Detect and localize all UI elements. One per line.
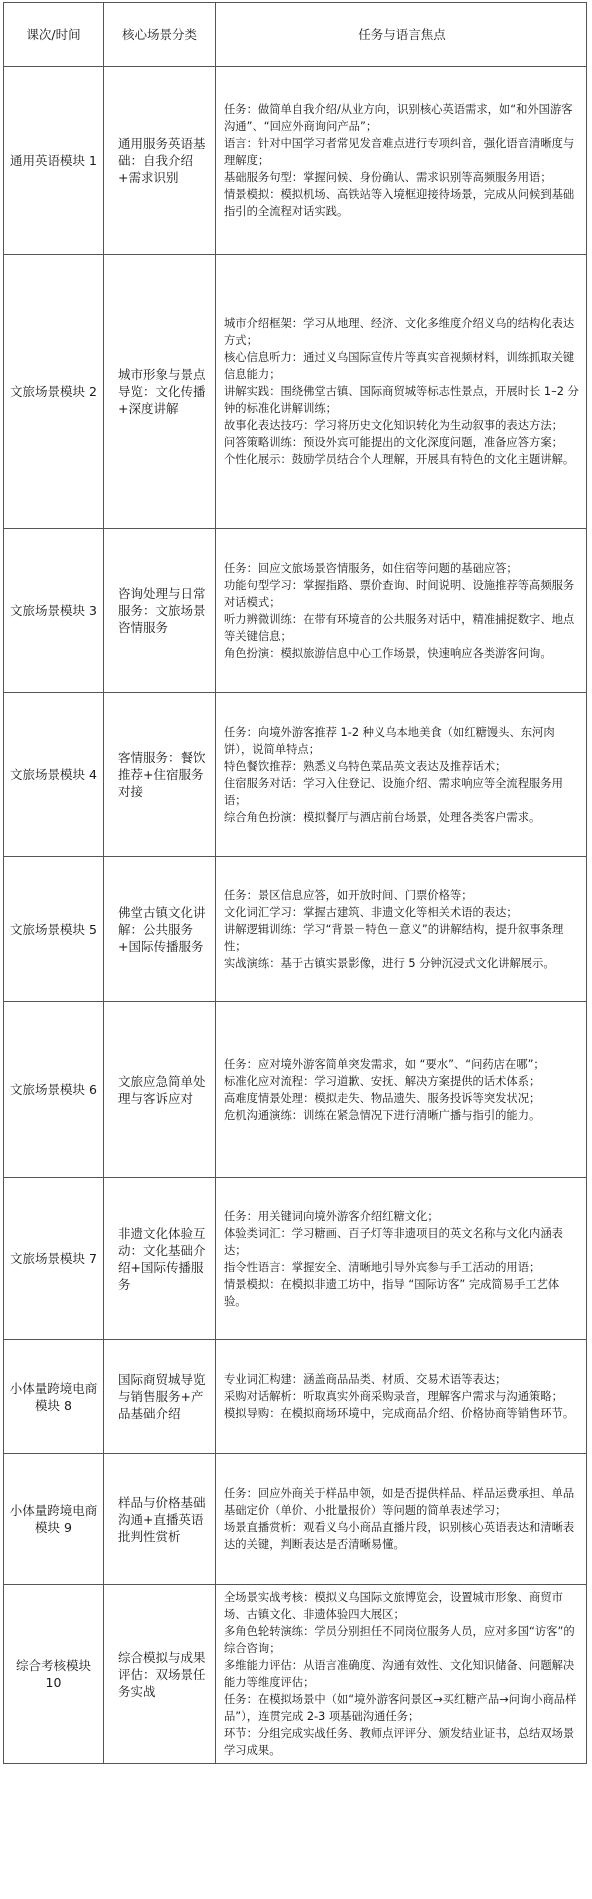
page [0,2,592,1899]
task-line: 核心信息听力：通过义乌国际宣传片等真实音视频材料，训练抓取关键信息能力； [224,351,575,381]
task-line: 采购对话解析：听取真实外商采购录音，理解客户需求与沟通策略； [224,1390,563,1403]
table-row [4,529,587,693]
scene-cell: 文旅应急简单处理与客诉应对 [104,1002,216,1178]
scene-cell: 非遗文化体验互动：文化基础介绍+国际传播服务 [104,1178,216,1340]
table-row [4,857,587,1002]
task-line: 任务：回应外商关于样品申领，如是否提供样品、样品运费承担、单品基础定价（单价、小批量报价）等问题的简单表述学习； [224,1487,575,1517]
module-cell: 文旅场景模块 6 [4,1002,104,1178]
task-line: 语言：针对中国学习者常见发音难点进行专项纠音，强化语音清晰度与理解度； [224,137,575,167]
header-scene-category: 核心场景分类 [104,3,216,67]
task-line: 情景模拟：在模拟非遗工坊中，指导 “国际访客” 完成简易手工艺体验。 [224,1277,560,1308]
scene-cell: 咨询处理与日常服务：文旅场景咨情服务 [104,529,216,693]
module-cell: 小体量跨境电商模块 8 [4,1340,104,1454]
task-cell [216,1340,587,1454]
task-cell [216,857,587,1002]
table-row [4,693,587,857]
task-line: 城市介绍框架：学习从地理、经济、文化多维度介绍义乌的结构化表达方式； [224,317,575,347]
task-line: 多维能力评估：从语言准确度、沟通有效性、文化知识储备、问题解决能力等维度评估； [224,1659,575,1689]
table-row [4,1002,587,1178]
scene-cell: 综合模拟与成果评估：双场景任务实战 [104,1585,216,1764]
task-line: 个性化展示：鼓励学员结合个人理解，开展具有特色的文化主题讲解。 [224,453,575,466]
task-line: 实战演练：基于古镇实景影像，进行 5 分钟沉浸式文化讲解展示。 [224,956,555,970]
module-cell: 文旅场景模块 4 [4,693,104,857]
module-cell: 通用英语模块 1 [4,67,104,255]
task-cell [216,529,587,693]
task-line: 全场景实战考核：模拟义乌国际文旅博览会，设置城市形象、商贸市场、古镇文化、非遗体验四大展区； [224,1591,563,1621]
header-task-focus: 任务与语言焦点 [216,3,587,67]
task-line: 场景直播赏析：观看义乌小商品直播片段，识别核心英语表达和清晰表达的关键，判断表达是否清晰易懂。 [224,1521,575,1551]
task-line: 高难度情景处理：模拟走失、物品遗失、服务投诉等突发状况； [224,1091,541,1105]
task-cell [216,1178,587,1340]
module-cell: 小体量跨境电商模块 9 [4,1454,104,1585]
task-cell [216,67,587,255]
module-cell: 文旅场景模块 5 [4,857,104,1002]
task-line: 任务：用关键词向境外游客介绍红糖文化； [224,1209,439,1223]
task-line: 综合角色扮演：模拟餐厅与酒店前台场景，处理各类客户需求。 [224,810,541,824]
task-line: 标准化应对流程：学习道歉、安抚、解决方案提供的话术体系； [224,1074,541,1088]
module-cell: 文旅场景模块 3 [4,529,104,693]
task-line: 问答策略训练：预设外宾可能提出的文化深度问题，准备应答方案； [224,436,563,449]
task-line: 任务：回应文旅场景咨情服务，如住宿等问题的基础应答； [224,561,518,575]
table-row [4,1340,587,1454]
task-line: 任务：在模拟场景中（如“境外游客问景区→买红糖产品→问询小商品样品”），连贯完成 2-3 项基础沟通任务； [224,1693,577,1723]
table-row [4,1454,587,1585]
task-line: 住宿服务对话：学习入住登记、设施介绍、需求响应等全流程服务用语； [224,776,563,807]
table-row [4,67,587,255]
task-line: 模拟导购：在模拟商场环境中，完成商品介绍、价格协商等销售环节。 [224,1407,575,1420]
task-line: 听力辨微训练：在带有环境音的公共服务对话中，精准捕捉数字、地点等关键信息； [224,612,575,643]
task-line: 文化词汇学习：掌握古建筑、非遗文化等相关术语的表达； [224,905,518,919]
header-lesson-time: 课次/时间 [4,3,104,67]
module-cell: 文旅场景模块 2 [4,255,104,529]
task-cell [216,255,587,529]
task-cell [216,1585,587,1764]
task-line: 特色餐饮推荐：熟悉义乌特色菜品英文表达及推荐话术； [224,759,507,773]
task-line: 故事化表达技巧：学习将历史文化知识转化为生动叙事的表达方法； [224,419,563,432]
task-line: 角色扮演：模拟旅游信息中心工作场景，快速响应各类游客问询。 [224,646,552,660]
scene-cell: 样品与价格基础沟通+直播英语批判性赏析 [104,1454,216,1585]
task-line: 任务：做简单自我介绍/从业方向，识别核心英语需求，如“和外国游客沟通”、“回应外商询问产品”； [224,103,573,133]
table-row [4,1585,587,1764]
module-cell: 综合考核模块 10 [4,1585,104,1764]
task-line: 专业词汇构建：涵盖商品品类、材质、交易术语等表达； [224,1373,507,1386]
table-row [4,255,587,529]
task-line: 讲解逻辑训练：学习“背景－特色－意义”的讲解结构，提升叙事条理性； [224,922,564,953]
task-line: 讲解实践：围绕佛堂古镇、国际商贸城等标志性景点，开展时长 1–2 分钟的标准化讲解训练； [224,385,579,415]
scene-cell: 城市形象与景点导览：文化传播+深度讲解 [104,255,216,529]
task-line: 多角色轮转演练：学员分别担任不同岗位服务人员，应对多国“访客”的综合咨询； [224,1625,575,1655]
task-line: 任务：应对境外游客简单突发需求，如 “要水”、“问药店在哪”； [224,1057,545,1071]
scene-cell: 客情服务：餐饮推荐+住宿服务对接 [104,693,216,857]
task-line: 危机沟通演练：训练在紧急情况下进行清晰广播与指引的能力。 [224,1108,541,1122]
task-line: 体验类词汇：学习糖画、百子灯等非遗项目的英文名称与文化内涵表达； [224,1226,563,1257]
task-line: 基础服务句型：掌握问候、身份确认、需求识别等高频服务用语； [224,171,552,184]
task-cell [216,693,587,857]
table-row [4,1178,587,1340]
task-line: 环节：分组完成实战任务、教师点评评分、颁发结业证书，总结双场景学习成果。 [224,1727,575,1757]
task-line: 功能句型学习：掌握指路、票价查询、时间说明、设施推荐等高频服务对话模式； [224,578,575,609]
scene-cell: 通用服务英语基础：自我介绍+需求识别 [104,67,216,255]
table-header-row [4,3,587,67]
course-table [3,2,587,1764]
task-line: 情景模拟：模拟机场、高铁站等入境框迎接待场景，完成从问候到基础指引的全流程对话实践。 [224,188,575,218]
module-cell: 文旅场景模块 7 [4,1178,104,1340]
task-line: 指令性语言：掌握安全、清晰地引导外宾参与手工活动的用语； [224,1260,541,1274]
scene-cell: 国际商贸城导览与销售服务+产品基础介绍 [104,1340,216,1454]
task-line: 任务：景区信息应答，如开放时间、门票价格等； [224,888,473,902]
task-cell [216,1454,587,1585]
task-cell [216,1002,587,1178]
scene-cell: 佛堂古镇文化讲解：公共服务+国际传播服务 [104,857,216,1002]
task-line: 任务：向境外游客推荐 1-2 种义乌本地美食（如红糖馒头、东河肉饼），说简单特点； [224,725,555,756]
